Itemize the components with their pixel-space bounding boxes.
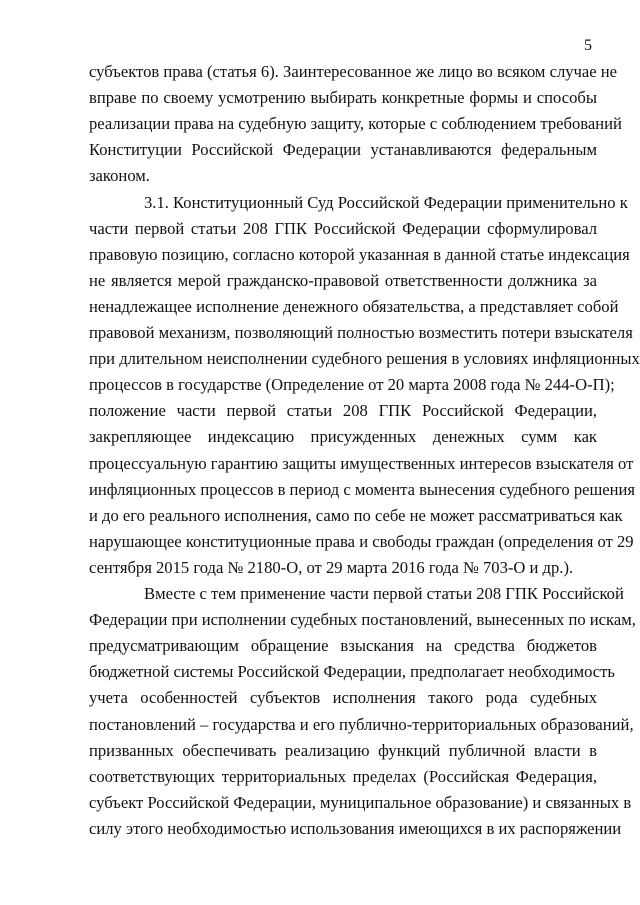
text-line: силу этого необходимостью использования имеющихся в их распоряжении [89, 818, 622, 838]
text-line: призванных обеспечивать реализацию функций публичной власти в [89, 740, 597, 760]
text-line: вправе по своему усмотрению выбирать конкретные формы и способы [89, 88, 597, 108]
text-line: субъектов права (статья 6). Заинтересованное же лицо во всяком случае не [89, 62, 617, 81]
text-line: части первой статьи 208 ГПК Российской Федерации сформулировал [89, 218, 597, 238]
text-line: соответствующих территориальных пределах (Российская Федерация, [89, 766, 597, 786]
text-line: закрепляющее индексацию присужденных денежных сумм как [89, 427, 597, 447]
text-line: и до его реального исполнения, само по себе не может рассматриваться как [89, 505, 623, 525]
text-line: Конституции Российской Федерации устанавливаются федеральным [89, 140, 597, 160]
text-line: положение части первой статьи 208 ГПК Российской Федерации, [89, 401, 597, 421]
text-line: 3.1. Конституционный Суд Российской Федерации применительно к [144, 192, 628, 212]
text-line: субъект Российской Федерации, муниципальное образование) и связанных в [89, 792, 632, 812]
text-line: инфляционных процессов в период с момента вынесения судебного решения [89, 479, 636, 499]
text-line: реализации права на судебную защиту, которые с соблюдением требований [89, 114, 622, 134]
text-line: процессуальную гарантию защиты имущественных интересов взыскателя от [89, 453, 634, 473]
text-line: при длительном неисполнении судебного решения в условиях инфляционных [89, 349, 640, 369]
text-line: постановлений – государства и его публично-территориальных образований, [89, 714, 634, 734]
text-line: учета особенностей субъектов исполнения такого рода судебных [89, 688, 597, 708]
text-line: Вместе с тем применение части первой статьи 208 ГПК Российской [144, 584, 624, 603]
text-line: процессов в государстве (Определение от 20 марта 2008 года № 244-О-П); [89, 375, 615, 395]
page-number: 5 [584, 37, 592, 54]
text-line: ненадлежащее исполнение денежного обязательства, а представляет собой [89, 296, 619, 316]
text-line: правовой механизм, позволяющий полностью возместить потери взыскателя [89, 323, 633, 342]
text-line: сентября 2015 года № 2180-О, от 29 марта 2016 года № 703-О и др.). [89, 557, 574, 577]
text-line: бюджетной системы Российской Федерации, предполагает необходимость [89, 662, 615, 682]
text-line: Федерации при исполнении судебных постановлений, вынесенных по искам, [89, 610, 636, 630]
text-line: нарушающее конституционные права и свободы граждан (определения от 29 [89, 531, 634, 551]
text-line: законом. [89, 166, 150, 186]
text-line: предусматривающим обращение взыскания на средства бюджетов [89, 636, 597, 656]
text-line: правовую позицию, согласно которой указанная в данной статье индексация [89, 244, 630, 264]
text-line: не является мерой гражданско-правовой ответственности должника за [89, 270, 597, 290]
